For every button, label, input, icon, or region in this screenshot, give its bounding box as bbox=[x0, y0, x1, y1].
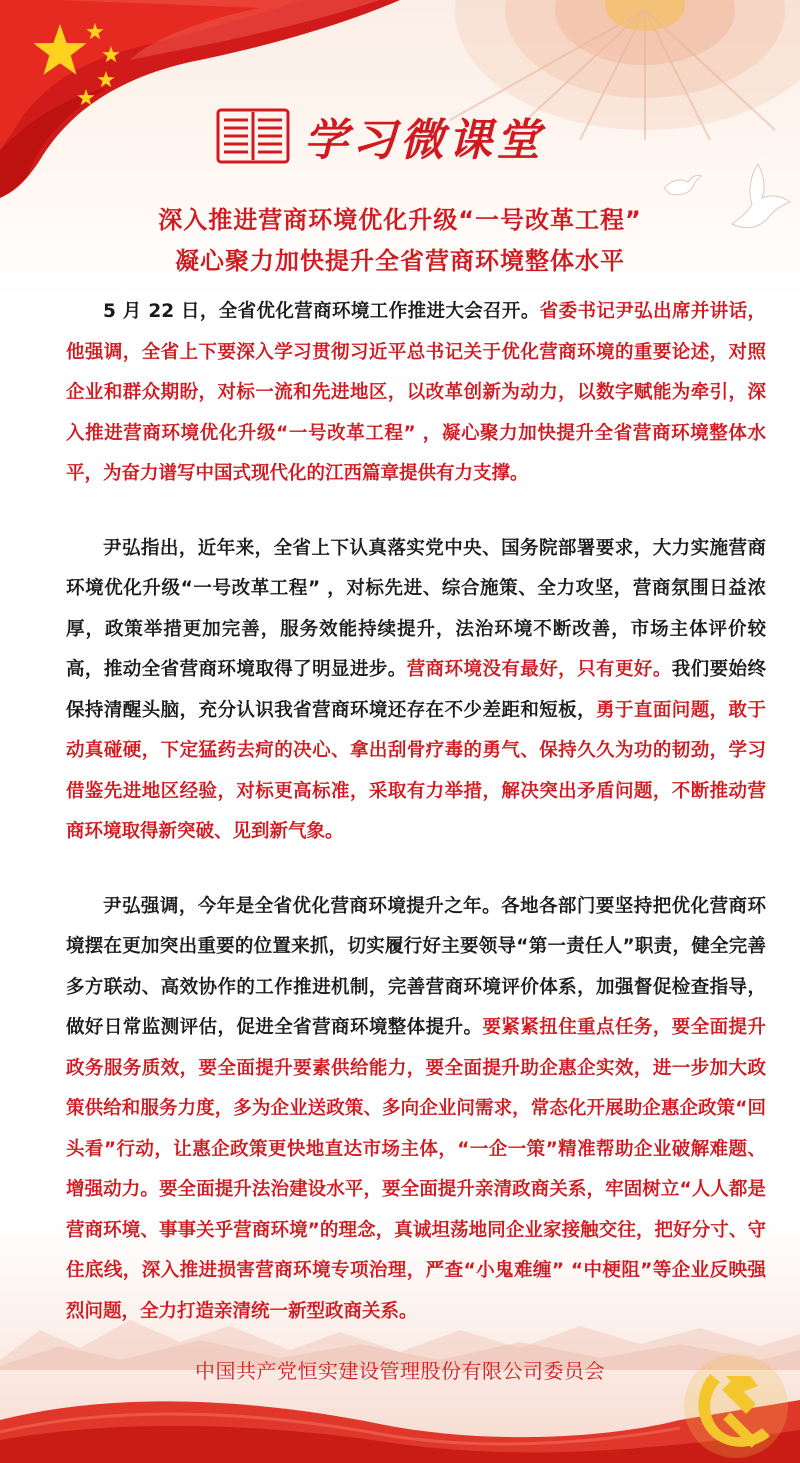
paragraph-1 bbox=[66, 292, 766, 495]
paragraph-text: 尹弘指出，近年来，全省上下认真落实党中央、国务院部署要求，大力实施营商环境优化升级“一号改革工程” ，对标先进、综合施策、全力攻坚，营商氛围日益浓厚，政策举措更加完善，服务效能持续提升，法治环境不断改善，市场主体评价较高，推动全省营商环境取得了明显进步。 bbox=[66, 537, 766, 680]
paragraph-text: 尹弘强调，今年是全省优化营商环境提升之年。各地各部门要坚持把优化营商环境摆在更加突出重要的位置来抓，切实履行好主要领导“第一责任人”职责，健全完善多方联动、高效协作的工作推进机制，完善营商环境评价体系，加强督促检查指导，做好日常监测评估，促进全省营商环境整体提升。 bbox=[66, 895, 766, 1038]
star-icon bbox=[96, 70, 116, 90]
paragraph-highlight: 省委书记尹弘出席并讲话，他强调，全省上下要深入学习贯彻习近平总书记关于优化营商环境的重要论述，对照企业和群众期盼，对标一流和先进地区，以改革创新为动力，以数字赋能为牵引，深入推进营商环境优化升级“一号改革工程” ，凝心聚力加快提升全省营商环境整体水平，为奋力谱写中国式现代化的江西篇章提供有力支撑。 bbox=[66, 301, 766, 484]
headline-line-2: 凝心聚力加快提升全省营商环境整体水平 bbox=[175, 247, 625, 275]
paragraph-highlight: 勇于直面问题，敢于动真碰硬，下定猛药去疴的决心、拿出刮骨疗毒的勇气、保持久久为功的韧劲，学习借鉴先进地区经验，对标更高标准，采取有力举措，解决突出矛盾问题，不断推动营商环境取得新突破、见到新气象。 bbox=[66, 699, 766, 842]
header-title bbox=[216, 106, 544, 166]
paragraph-text: 我们要始终保持清醒头脑，充分认识我省营商环境还存在不少差距和短板， bbox=[66, 659, 766, 721]
paragraph-highlight: 营商环境没有最好，只有更好。 bbox=[406, 659, 672, 680]
paragraph-2 bbox=[66, 529, 766, 853]
header-title-text: 学习微课堂 bbox=[304, 115, 544, 166]
article-body bbox=[66, 292, 766, 1366]
star-icon bbox=[101, 45, 121, 65]
paragraph-text: 5 月 22 日，全省优化营商环境工作推进大会召开。 bbox=[103, 301, 540, 322]
book-icon bbox=[216, 108, 290, 164]
star-icon bbox=[85, 22, 105, 42]
star-icon bbox=[76, 88, 96, 108]
footer-organization: 中国共产党恒实建设管理股份有限公司委员会 bbox=[195, 1359, 605, 1383]
dove-icon bbox=[662, 172, 702, 200]
star-icon bbox=[30, 22, 90, 82]
headline-line-1: 深入推进营商环境优化升级“一号改革工程” bbox=[158, 206, 642, 234]
paragraph-highlight: 要紧紧扭住重点任务，要全面提升政务服务质效，要全面提升要素供给能力，要全面提升助企惠企实效，进一步加大政策供给和服务力度，多为企业送政策、多向企业问需求，常态化开展助企惠企政策“回头看”行动，让惠企政策更快地直达市场主体，“一企一策”精准帮助企业破解难题、增强动力。要全面提升法治建设水平，要全面提升亲清政商关系，牢固树立“人人都是营商环境、事事关乎营商环境”的理念，真诚坦荡地同企业家接触交往，把好分寸、守住底线，深入推进损害营商环境专项治理，严查“小鬼难缠” “中梗阻”等企业反映强烈问题，全力打造亲清统一新型政商关系。 bbox=[66, 1017, 766, 1322]
paragraph-3 bbox=[66, 887, 766, 1333]
